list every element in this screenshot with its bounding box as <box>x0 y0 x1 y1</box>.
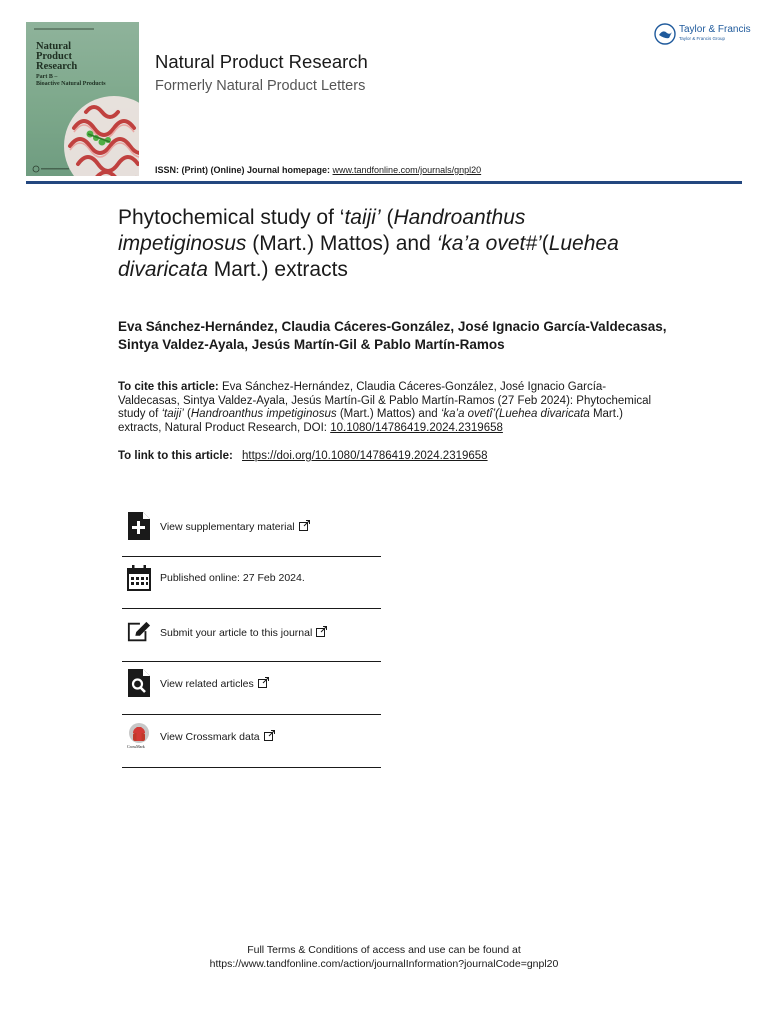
article-title <box>118 205 638 283</box>
terms-url[interactable]: https://www.tandfonline.com/action/journalInformation?journalCode=gnpl20 <box>209 958 559 970</box>
citation-text: (Mart.) Mattos) and <box>336 408 441 420</box>
citation-text: ( <box>183 408 191 420</box>
terms-footer <box>0 943 768 971</box>
cover-title: Natural Product Research <box>36 41 78 72</box>
external-link-icon <box>258 677 269 688</box>
external-link-icon <box>316 626 327 637</box>
citation-text: Phytochemical study of <box>118 394 652 420</box>
citation-text-italic: Handroanthus impetiginosus <box>190 408 337 420</box>
journal-cover-image <box>26 22 139 176</box>
action-divider <box>122 767 381 768</box>
title-part: (Mart.) Mattos) and <box>246 232 437 255</box>
title-part-italic: ‘ka’a ovet#’ <box>436 232 542 255</box>
cover-publisher-mark <box>32 160 72 168</box>
citation-text-italic: ‘taiji’ <box>161 408 184 420</box>
article-link-line <box>118 450 488 462</box>
citation-text-italic: ‘ka’a ovetî’(Luehea divaricata <box>440 408 590 420</box>
issn-line <box>155 165 481 175</box>
issn-label: ISSN: (Print) (Online) Journal homepage: <box>155 165 331 175</box>
taylor-francis-logo-icon <box>654 23 676 45</box>
crossmark-caption: CrossMark <box>127 744 145 749</box>
title-part: Phytochemical study of ‘ <box>118 206 345 229</box>
action-label: Published online: 27 Feb 2024. <box>160 572 305 584</box>
journal-subtitle: Formerly Natural Product Letters <box>155 78 366 94</box>
title-part: ( <box>541 232 549 255</box>
cover-logo-icon <box>32 165 72 173</box>
action-divider <box>122 714 381 715</box>
terms-text: Full Terms & Conditions of access and use can be found at <box>247 944 521 956</box>
publisher-name: Taylor & Francis <box>679 24 751 35</box>
title-part: Mart.) extracts <box>207 258 348 281</box>
citation-label: To cite this article: <box>118 381 219 393</box>
action-label[interactable]: Submit your article to this journal <box>160 626 327 639</box>
edit-icon <box>127 618 151 646</box>
action-submit-article[interactable] <box>122 618 381 670</box>
action-label[interactable]: View supplementary material <box>160 520 310 533</box>
publisher-group: Taylor & Francis Group <box>679 36 726 41</box>
citation-authors: Eva Sánchez-Hernández, Claudia Cáceres-González, José Ignacio García-Valdecasas, Sintya Valdez-Ayala, Jesús Martín-Gil & Pablo Martín-Ramos (27 Feb 2024): <box>118 381 607 407</box>
external-link-icon <box>264 730 275 741</box>
file-plus-icon <box>127 512 151 540</box>
journal-homepage-link[interactable]: www.tandfonline.com/journals/gnpl20 <box>332 165 482 175</box>
action-label[interactable]: View Crossmark data <box>160 730 275 743</box>
header-divider <box>26 181 742 184</box>
journal-title: Natural Product Research <box>155 51 368 72</box>
title-part-italic: Handroanthus impetiginosus <box>118 206 526 255</box>
action-divider <box>122 556 381 557</box>
title-part-italic: taiji’ <box>344 206 381 229</box>
citation-doi-link[interactable]: 10.1080/14786419.2024.2319658 <box>330 421 503 434</box>
external-link-icon <box>299 520 310 531</box>
action-divider <box>122 608 381 609</box>
cover-series: Part B – Bioactive Natural Products <box>36 74 106 87</box>
citation-text: Mart.) extracts, Natural Product Research, DOI: <box>118 408 623 434</box>
title-part: ( <box>380 206 394 229</box>
cover-top-line <box>34 28 94 30</box>
action-label[interactable]: View related articles <box>160 677 269 690</box>
article-authors: Eva Sánchez-Hernández, Claudia Cáceres-González, José Ignacio García-Valdecasas, Sintya Valdez-Ayala, Jesús Martín-Gil & Pablo Martín-Ramos <box>118 319 667 352</box>
article-link-label: To link to this article: <box>118 450 233 462</box>
title-part-italic: Luehea divaricata <box>118 232 619 281</box>
calendar-icon <box>127 564 151 592</box>
action-divider <box>122 661 381 662</box>
citation-block <box>118 381 658 435</box>
search-document-icon <box>127 669 151 697</box>
article-doi-url[interactable]: https://doi.org/10.1080/14786419.2024.2319658 <box>242 450 488 462</box>
